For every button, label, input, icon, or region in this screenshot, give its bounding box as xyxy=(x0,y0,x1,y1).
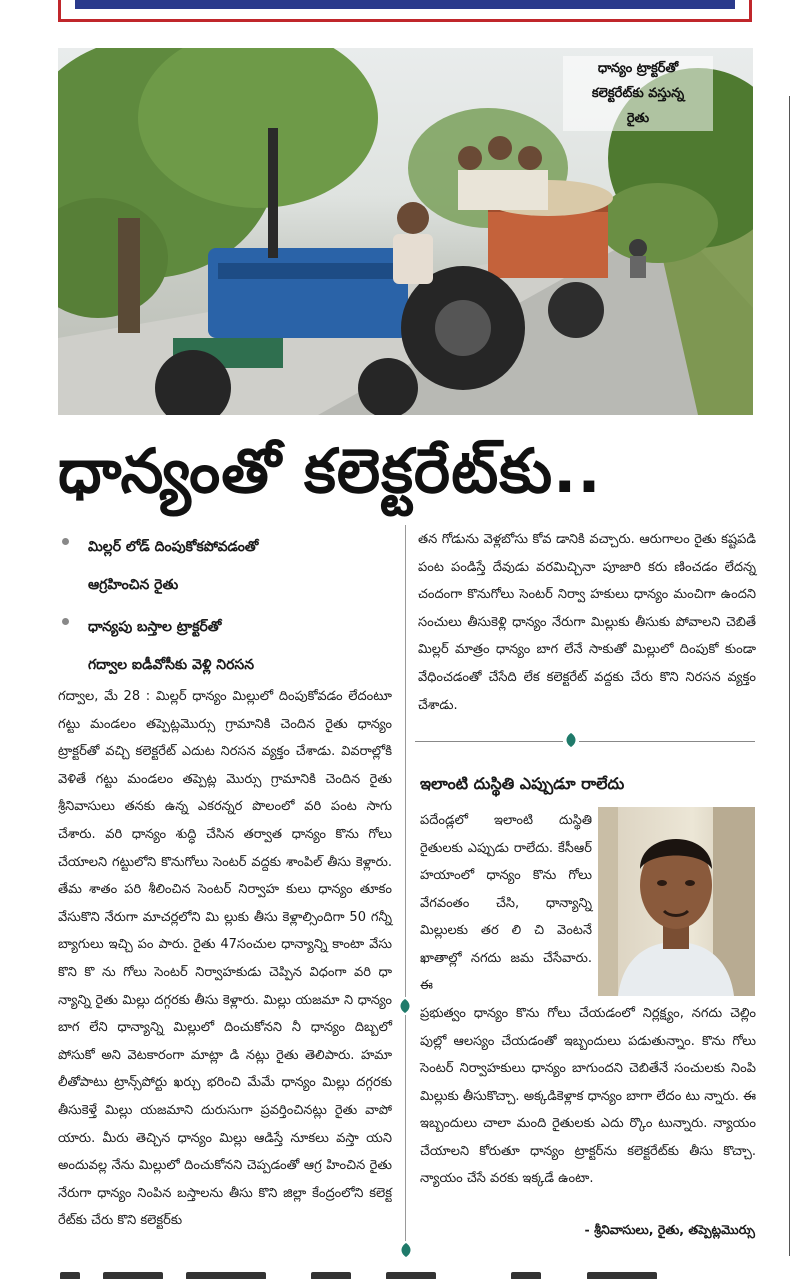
highlight-line: ధాన్యపు బస్తాల ట్రాక్టర్‌తో xyxy=(88,619,222,635)
caption-line: కలెక్టరేట్‌కు వస్తున్న xyxy=(591,86,685,101)
sidebar-body-bottom: ప్రభుత్వం ధాన్యం కొను గోలు చేయడంలో నిర్లక్ష్యం, నగదు చెల్లిం పుల్లో ఆలస్యం చేయడంతో ఇబ్బందులు పడుతున్నాం. కొను గోలు సెంటర్‌ నిర్వాహకులు ధాన్యం బాగుందని చెబితేనే సంచులకు నింపి మిల్లుకు తీసుకొచ్చా. అక్కడికెళ్లాక ధాన్యం బాగా లేదం టు న్నారు. ఈ ఇబ్బందులు చాలా మంది రైతులకు ఎదు ర్కొం టున్నారు. న్యాయం చేయాలని కోరుతూ ధాన్యం ట్రాక్టర్‌ను కలెక్టరేట్‌కు తీసు కొచ్చా. న్యాయం చేసే వరకు ఇక్కడే ఉంటా. xyxy=(420,1006,756,1186)
photo-caption xyxy=(563,56,713,131)
highlights-list xyxy=(58,528,398,688)
news-photo xyxy=(58,48,753,415)
farmer-portrait-illustration xyxy=(598,807,755,996)
highlight-item xyxy=(58,608,398,684)
highlight-line: మిల్లర్‌ లోడ్‌ దింపుకోకపోవడంతో xyxy=(88,539,259,555)
caption-line: రైతు xyxy=(626,111,650,126)
column-divider xyxy=(405,525,406,1250)
article-body-left: గద్వాల, మే 28 : మిల్లర్‌ ధాన్యం మిల్లులో దింపుకోవడం లేదంటూ గట్టు మండలం తప్పెట్లమొర్సు గ్రామానికి చెందిన రైతు ధాన్యం ట్రాక్టర్‌తో వచ్చి కలెక్టరేట్‌ ఎదుట నిరసన వ్యక్తం చేశాడు. వివరాల్లోకి వెళితే గట్టు మండలం తప్పెట్ల మొర్సు గ్రామానికి చెందిన రైతు శ్రీనివాసులు తనకు ఉన్న ఎకరన్నర పొలంలో వరి పంట సాగు చేశారు. వరి ధాన్యం శుద్ధి చేసిన తర్వాత ధాన్యం కొను గోలు చేయాలని గట్టులోని కొనుగోలు సెంటర్‌ వద్దకు శాంపిల్‌ తీసు కెళ్లారు. తేమ శాతం పరి శీలించిన సెంటర్‌ నిర్వాహ కులు ధాన్యం తూకం వేసుకొని నేరుగా మాచర్లలోని మి ల్లుకు తీసు కెళ్లాల్సిందిగా 50 గన్నీ బ్యాగులు ఇచ్చి పం పారు. రైతు 47సంచుల ధాన్యాన్ని కాంటా వేసు కొని కొ ను గోలు సెంటర్‌ నిర్వాహకుడు చెప్పిన విధంగా వరి ధా న్యాన్ని రైతు మిల్లు దగ్గరకు తీసు కెళ్లారు. మిల్లు యజమా ని ధాన్యం బాగ లేని ధాన్యాన్ని మిల్లులో దించుకోనని నీ ధాన్యం దిబ్బలో పోసుకో అని వెటకారంగా మాట్లా డి నట్లు రైతు తెలిపారు. హమా లీతోపాటు ట్రాన్స్‌పోర్టు ఖర్చు భరించి మేమే ధాన్యం మిల్లు దగ్గరకు తీసుకెళ్తే మిల్లు యజమాని దురుసుగా ప్రవర్తించినట్లు రైతు వాపో యారు. మీరు తెచ్చిన ధాన్యం మిల్లు ఆడిస్తే నూకలు వస్తా యని అందువల్ల నేను మిల్లులో దించుకోనని చెప్పడంతో ఆగ్ర హించిన రైతు నేరుగా ధాన్యం నింపిన బస్తాలను తీసు కొని జిల్లా కేంద్రంలోని కలెక్ట రేట్‌కు చేరు కొని కలెక్టర్‌కు xyxy=(58,689,392,1229)
caption-line: ధాన్యం ట్రాక్టర్‌తో xyxy=(597,61,679,76)
sidebar-title: ఇలాంటి దుస్థితి ఎప్పుడూ రాలేదు xyxy=(420,774,625,793)
highlight-item xyxy=(58,528,398,604)
leaf-ornament-icon xyxy=(397,997,413,1015)
farmer-portrait xyxy=(598,807,755,996)
bullet-icon xyxy=(62,538,69,545)
highlight-line: గద్వాల ఐడీవోసీకు వెళ్లి నిరసన xyxy=(88,657,255,673)
section-divider xyxy=(415,741,755,742)
quote-byline: - శ్రీనివాసులు, రైతు, తప్పెట్లమొర్సు xyxy=(584,1222,755,1237)
sidebar-body-top: పదేండ్లలో ఇలాంటి దుస్థితి రైతులకు ఎప్పుడు రాలేదు. కేసీఆర్‌ హయాంలో ధాన్యం కొను గోలు వేగవంతం చేసి, ధాన్యాన్ని మిల్లులకు తర లి చి వెంటనే ఖాతాల్లో నగదు జమ చేసేవారు. ఈ xyxy=(420,813,592,993)
bullet-icon xyxy=(62,618,69,625)
leaf-ornament-icon xyxy=(563,731,579,749)
leaf-ornament-icon xyxy=(398,1241,414,1259)
page-rule xyxy=(789,96,790,1256)
article-body-right: తన గోడును వెళ్లబోసు కోవ డానికి వచ్చారు. ఆరుగాలం రైతు కష్టపడి పంట పండిస్తే దేవుడు వరమిచ్చినా పూజారి కరు ణించడం లేదన్న చందంగా కొనుగోలు సెంటర్‌ నిర్వా హకులు ధాన్యం మంచిగా ఉందని సంచులు తీసుకెళ్లి ధాన్యం నేరుగా మిల్లుకు తీసుకు పోవాలని చెబితే మిల్లర్‌ మాత్రం ధాన్యం బాగ లేనే సాకుతో మిల్లులో దింపుకో కుండా వేధించడంతో చేసేది లేక కలెక్టరేట్‌ వద్దకు చేరు కొని నిరసన వ్యక్తం చేశాడు. xyxy=(418,532,756,713)
masthead-border xyxy=(58,0,752,22)
next-article-strip xyxy=(58,1262,758,1279)
headline: ధాన్యంతో కలెక్టరేట్‌కు.. xyxy=(58,436,602,507)
highlight-line: ఆగ్రహించిన రైతు xyxy=(88,577,179,593)
